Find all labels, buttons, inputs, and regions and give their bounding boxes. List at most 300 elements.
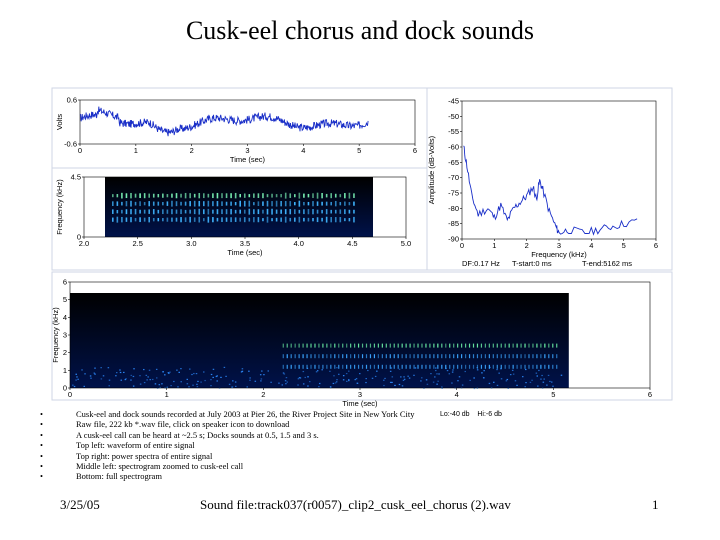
spectrogram-pulse (386, 344, 387, 348)
spectrogram-pulse (112, 218, 114, 222)
spectrogram-speckle (481, 372, 483, 373)
spectrogram-pulse (321, 210, 323, 213)
x-tick-label: 4.0 (293, 239, 304, 248)
spectrogram-pulse (344, 193, 346, 198)
spectrogram-speckle (413, 375, 415, 376)
spectrogram-pulse (330, 217, 332, 222)
spectrogram-pulse (285, 193, 287, 199)
spectrogram-speckle (178, 372, 180, 373)
spectrogram-pulse (126, 201, 128, 206)
waveform-panel (55, 96, 417, 165)
spectrogram-pulse (326, 344, 327, 348)
spectrogram-pulse (153, 209, 155, 214)
spectrum-readout: DF:0.17 Hz (462, 259, 500, 268)
spectrogram-pulse (299, 193, 301, 199)
spectrogram-pulse (536, 354, 537, 358)
spectrogram-pulse (308, 209, 310, 214)
spectrogram-speckle (246, 386, 248, 387)
spectrogram-pulse (409, 365, 410, 369)
footer-sound-file[interactable]: Sound file:track037(r0057)_clip2_cusk_eel_chorus (2).wav (200, 497, 511, 512)
y-tick-label: 0 (62, 383, 67, 393)
spectrogram-speckle (346, 381, 348, 382)
spectrogram-pulse (374, 344, 375, 348)
spectrogram-speckle (196, 373, 198, 374)
spectrogram-speckle (365, 382, 367, 383)
spectrogram-pulse (326, 354, 327, 358)
spectrogram-pulse (413, 354, 414, 358)
waveform-line (80, 107, 368, 137)
spectrogram-speckle (316, 371, 318, 372)
spectrogram-pulse (235, 217, 237, 222)
zoom-spectrogram-panel (55, 173, 411, 258)
spectrogram-speckle (537, 375, 539, 376)
spectrogram-pulse (291, 365, 292, 369)
spectrogram-pulse (171, 194, 173, 198)
spectrogram-pulse (306, 344, 307, 348)
spectrogram-pulse (340, 194, 342, 197)
spectrogram-pulse (162, 209, 164, 214)
spectrogram-pulse (302, 354, 303, 358)
spectrogram-pulse (294, 202, 296, 205)
spectrogram-pulse (212, 210, 214, 214)
spectrogram-speckle (433, 382, 435, 383)
spectrogram-speckle (220, 377, 222, 378)
spectrogram-pulse (453, 365, 454, 369)
spectrogram-pulse (334, 365, 335, 369)
spectrogram-speckle (235, 381, 237, 382)
spectrogram-pulse (321, 218, 323, 222)
spectrogram-pulse (212, 217, 214, 222)
spectrogram-speckle (525, 382, 527, 383)
spectrogram-pulse (130, 217, 132, 222)
spectrogram-pulse (321, 202, 323, 206)
bullet-icon: • (40, 429, 43, 440)
spectrogram-pulse (303, 209, 305, 214)
spectrogram-speckle (300, 377, 302, 378)
spectrogram-pulse (295, 365, 296, 369)
spectrogram-pulse (544, 365, 545, 369)
spectrogram-pulse (176, 210, 178, 214)
spectrogram-pulse (366, 344, 367, 348)
spectrogram-pulse (335, 201, 337, 206)
spectrogram-pulse (544, 344, 545, 348)
spectrogram-pulse (489, 365, 490, 369)
spectrogram-speckle (421, 377, 423, 378)
spectrogram-speckle (390, 382, 392, 383)
spectrogram-speckle (200, 381, 202, 382)
y-tick-label: -80 (448, 203, 459, 213)
x-axis-label: Time (sec) (229, 155, 266, 164)
spectrogram-pulse (287, 344, 288, 348)
spectrogram-pulse (244, 201, 246, 207)
spectrogram-speckle (348, 379, 350, 380)
y-tick-label: -60 (448, 142, 459, 152)
spectrogram-pulse (441, 354, 442, 358)
spectrogram-pulse (540, 354, 541, 358)
spectrogram-speckle (375, 376, 377, 377)
x-tick-label: 0 (459, 241, 465, 250)
spectrogram-pulse (552, 344, 553, 348)
spectrogram-speckle (420, 380, 422, 381)
bullet-item: • Bottom: full spectrogram (40, 471, 162, 482)
spectrogram-pulse (295, 354, 296, 358)
spectrogram-pulse (314, 365, 315, 369)
spectrogram-pulse (421, 344, 422, 348)
spectrogram-pulse (349, 210, 351, 214)
x-tick-label: 2.0 (78, 239, 90, 248)
spectrogram-speckle (131, 375, 133, 376)
spectrogram-pulse (342, 344, 343, 348)
spectrogram-pulse (346, 354, 347, 358)
spectrogram-speckle (329, 371, 331, 372)
readout-hi: Hi:-6 db (477, 411, 502, 418)
spectrogram-pulse (135, 209, 137, 214)
spectrogram-pulse (139, 217, 141, 222)
spectrogram-pulse (310, 365, 311, 369)
x-tick-label: 4.5 (347, 239, 358, 248)
x-tick-label: 3.5 (239, 239, 251, 248)
spectrogram-pulse (276, 210, 278, 214)
spectrogram-pulse (112, 201, 114, 206)
spectrogram-speckle (336, 367, 338, 368)
spectrogram-pulse (289, 201, 291, 206)
spectrogram-speckle (116, 372, 118, 373)
spectrogram-speckle (415, 367, 417, 368)
spectrogram-pulse (158, 202, 160, 206)
spectrogram-pulse (217, 218, 219, 222)
spectrogram-pulse (244, 217, 246, 222)
power-spectrum-panel (427, 97, 658, 269)
x-tick-label: 4 (301, 146, 306, 155)
spectrogram-pulse (262, 218, 264, 221)
y-tick-label: 2 (62, 348, 67, 358)
spectrogram-speckle (459, 376, 461, 377)
spectrogram-speckle (438, 373, 440, 374)
spectrogram-pulse (353, 217, 355, 223)
y-axis-label: Amplitude (dB-Volts) (427, 135, 436, 205)
spectrogram-speckle (235, 386, 237, 387)
spectrogram-speckle (278, 383, 280, 384)
spectrogram-pulse (176, 218, 178, 222)
spectrogram-pulse (226, 202, 228, 206)
spectrogram-pulse (189, 201, 191, 206)
y-tick-label: -85 (448, 219, 459, 229)
spectrogram-pulse (374, 354, 375, 358)
spectrogram-pulse (378, 344, 379, 348)
spectrogram-pulse (461, 365, 462, 369)
spectrogram-pulse (481, 365, 482, 369)
spectrogram-pulse (167, 194, 169, 197)
spectrogram-speckle (216, 376, 218, 377)
spectrogram-speckle (231, 387, 233, 388)
spectrogram-speckle (169, 372, 171, 373)
spectrogram-pulse (158, 218, 160, 221)
spectrogram-pulse (148, 217, 150, 222)
spectrogram-pulse (121, 217, 123, 222)
spectrogram-pulse (330, 344, 331, 348)
spectrogram-speckle (404, 379, 406, 380)
spectrogram-pulse (481, 354, 482, 358)
spectrogram-speckle (260, 374, 262, 375)
spectrogram-pulse (386, 354, 387, 358)
spectrogram-speckle (391, 382, 393, 383)
spectrogram-speckle (457, 380, 459, 381)
spectrogram-pulse (552, 365, 553, 369)
x-tick-label: 3 (245, 146, 250, 155)
spectrogram-pulse (449, 365, 450, 369)
spectrogram-speckle (168, 373, 170, 374)
spectrogram-pulse (208, 217, 210, 223)
x-tick-label: 5 (621, 241, 626, 250)
spectrogram-speckle (540, 379, 542, 380)
spectrogram-pulse (158, 210, 160, 214)
x-tick-label: 3 (357, 390, 363, 399)
spectrogram-pulse (346, 344, 347, 348)
spectrogram-pulse (402, 344, 403, 348)
spectrogram-pulse (126, 217, 128, 221)
spectrogram-pulse (509, 365, 510, 369)
spectrogram-speckle (213, 369, 215, 370)
spectrogram-pulse (513, 365, 514, 369)
spectrogram-pulse (162, 194, 164, 198)
spectrogram-pulse (280, 194, 282, 197)
spectrogram-speckle (156, 377, 158, 378)
spectrogram-pulse (409, 344, 410, 348)
spectrogram-pulse (322, 354, 323, 358)
spectrogram-speckle (143, 369, 145, 370)
spectrogram-pulse (167, 210, 169, 214)
spectrogram-pulse (289, 218, 291, 222)
spectrogram-speckle (409, 377, 411, 378)
spectrogram-pulse (291, 354, 292, 358)
spectrogram-speckle (211, 374, 213, 375)
spectrogram-speckle (120, 372, 122, 373)
spectrogram-pulse (528, 365, 529, 369)
x-tick-label: 2 (189, 146, 194, 155)
spectrogram-speckle (101, 378, 103, 379)
spectrogram-pulse (212, 201, 214, 206)
spectrogram-speckle (270, 382, 272, 383)
spectrogram-pulse (308, 218, 310, 222)
spectrogram-pulse (249, 194, 251, 197)
y-tick-label: -55 (448, 127, 459, 137)
spectrogram-pulse (335, 217, 337, 222)
spectrogram-pulse (299, 365, 300, 369)
spectrogram-speckle (403, 380, 405, 381)
spectrogram-pulse (267, 201, 269, 207)
spectrogram-speckle (451, 382, 453, 383)
spectrogram-pulse (230, 217, 232, 222)
spectrogram-speckle (348, 371, 350, 372)
x-tick-label: 6 (647, 390, 653, 399)
spectrogram-pulse (330, 202, 332, 205)
spectrogram-pulse (117, 210, 119, 213)
spectrogram-speckle (268, 370, 270, 371)
spectrogram-pulse (425, 354, 426, 358)
spectrogram-speckle (147, 376, 149, 377)
spectrogram-pulse (473, 365, 474, 369)
spectrogram-pulse (473, 354, 474, 358)
spectrogram-speckle (156, 369, 158, 370)
spectrogram-speckle (249, 377, 251, 378)
y-axis-label: Volts (55, 113, 64, 131)
spectrogram-speckle (133, 376, 135, 377)
spectrogram-pulse (536, 365, 537, 369)
spectrogram-speckle (473, 377, 475, 378)
spectrogram-pulse (144, 210, 146, 214)
spectrogram-pulse (267, 209, 269, 215)
spectrogram-pulse (465, 365, 466, 369)
spectrogram-speckle (76, 376, 78, 377)
spectrogram-speckle (333, 375, 335, 376)
y-tick-label: 6 (62, 277, 67, 287)
spectrogram-speckle (507, 379, 509, 380)
spectrogram-pulse (312, 193, 314, 198)
spectrogram-pulse (302, 365, 303, 369)
spectrogram-speckle (497, 385, 499, 386)
spectrogram-speckle (197, 381, 199, 382)
x-tick-label: 6 (412, 146, 418, 155)
bullet-item: • Top left: waveform of entire signal (40, 440, 195, 451)
spectrogram-speckle (434, 376, 436, 377)
spectrogram-pulse (425, 344, 426, 348)
x-tick-label: 4 (454, 390, 459, 399)
spectrogram-speckle (317, 370, 319, 371)
spectrogram-pulse (221, 193, 223, 198)
spectrogram-speckle (159, 384, 161, 385)
spectrogram-speckle (343, 379, 345, 380)
spectrogram-pulse (402, 365, 403, 369)
spectrogram-pulse (226, 193, 228, 198)
spectrogram-pulse (473, 344, 474, 348)
spectrogram-speckle (357, 383, 359, 384)
spectrogram-speckle (81, 369, 83, 370)
spectrogram-pulse (528, 354, 529, 358)
spectrogram-pulse (312, 201, 314, 206)
spectrogram-pulse (235, 210, 237, 214)
spectrogram-pulse (322, 344, 323, 348)
spectrogram-speckle (462, 384, 464, 385)
spectrogram-pulse (312, 218, 314, 221)
spectrogram-speckle (287, 381, 289, 382)
spectrogram-pulse (349, 193, 351, 199)
spectrogram-speckle (501, 378, 503, 379)
spectrogram-speckle (249, 380, 251, 381)
spectrogram-pulse (153, 202, 155, 206)
spectrogram-pulse (294, 194, 296, 197)
spectrogram-pulse (239, 201, 241, 207)
spectrogram-pulse (338, 365, 339, 369)
spectrogram-pulse (221, 209, 223, 214)
spectrogram-pulse (289, 209, 291, 214)
spectrogram-pulse (489, 344, 490, 348)
spectrogram-pulse (469, 344, 470, 348)
spectrogram-pulse (390, 365, 391, 369)
spectrogram-pulse (283, 344, 284, 348)
spectrogram-speckle (196, 384, 198, 385)
spectrogram-pulse (276, 194, 278, 197)
spectrogram-pulse (262, 201, 264, 205)
spectrogram-speckle (248, 371, 250, 372)
spectrogram-pulse (283, 365, 284, 369)
x-tick-label: 1 (133, 146, 138, 155)
spectrogram-pulse (520, 354, 521, 358)
spectrogram-pulse (285, 217, 287, 223)
spectrogram-pulse (162, 218, 164, 221)
spectrogram-pulse (198, 217, 200, 223)
bullet-icon: • (40, 450, 43, 461)
spectrogram-pulse (505, 354, 506, 358)
spectrogram-pulse (180, 194, 182, 198)
spectrogram-pulse (334, 354, 335, 358)
spectrogram-pulse (302, 344, 303, 348)
spectrogram-pulse (258, 201, 260, 206)
spectrogram-speckle (383, 380, 385, 381)
readout-lo: Lo:-40 db (440, 411, 470, 418)
x-tick-label: 2.5 (132, 239, 143, 248)
spectrogram-speckle (146, 379, 148, 380)
spectrogram-pulse (406, 354, 407, 358)
spectrogram-speckle (161, 383, 163, 384)
bullet-icon: • (40, 409, 43, 419)
spectrogram-pulse (287, 354, 288, 358)
spectrogram-speckle (130, 379, 132, 380)
spectrogram-pulse (167, 201, 169, 206)
spectrogram-pulse (276, 218, 278, 222)
spectrogram-pulse (382, 344, 383, 348)
spectrogram-pulse (433, 354, 434, 358)
spectrogram-pulse (139, 210, 141, 214)
bullet-icon: • (40, 440, 43, 451)
spectrogram-speckle (72, 385, 74, 386)
spectrogram-pulse (117, 194, 119, 197)
spectrogram-pulse (461, 344, 462, 348)
spectrogram-pulse (285, 201, 287, 206)
spectrogram-speckle (177, 386, 179, 387)
spectrogram-pulse (267, 194, 269, 197)
spectrogram-pulse (330, 354, 331, 358)
spectrogram-pulse (253, 193, 255, 197)
spectrogram-pulse (344, 202, 346, 206)
spectrogram-speckle (452, 371, 454, 372)
spectrogram-speckle (204, 380, 206, 381)
spectrogram-pulse (194, 209, 196, 214)
spectrogram-pulse (318, 344, 319, 348)
spectrogram-pulse (485, 354, 486, 358)
spectrogram-pulse (449, 354, 450, 358)
spectrogram-speckle (149, 370, 151, 371)
spectrogram-pulse (317, 201, 319, 205)
spectrogram-pulse (402, 354, 403, 358)
spectrogram-pulse (294, 209, 296, 214)
spectrogram-pulse (139, 201, 141, 206)
spectrogram-pulse (130, 193, 132, 198)
spectrogram-speckle (285, 383, 287, 384)
spectrogram-pulse (271, 201, 273, 206)
spectrogram-pulse (194, 201, 196, 207)
spectrogram-pulse (144, 202, 146, 205)
spectrogram-pulse (413, 344, 414, 348)
spectrogram-pulse (349, 202, 351, 205)
y-tick-label: -75 (448, 188, 459, 198)
spectrogram-pulse (338, 344, 339, 348)
spectrogram-speckle (203, 371, 205, 372)
spectrogram-pulse (280, 201, 282, 206)
spectrogram-pulse (230, 209, 232, 214)
spectrogram-speckle (493, 382, 495, 383)
spectrogram-speckle (242, 368, 244, 369)
spectrogram-pulse (378, 365, 379, 369)
